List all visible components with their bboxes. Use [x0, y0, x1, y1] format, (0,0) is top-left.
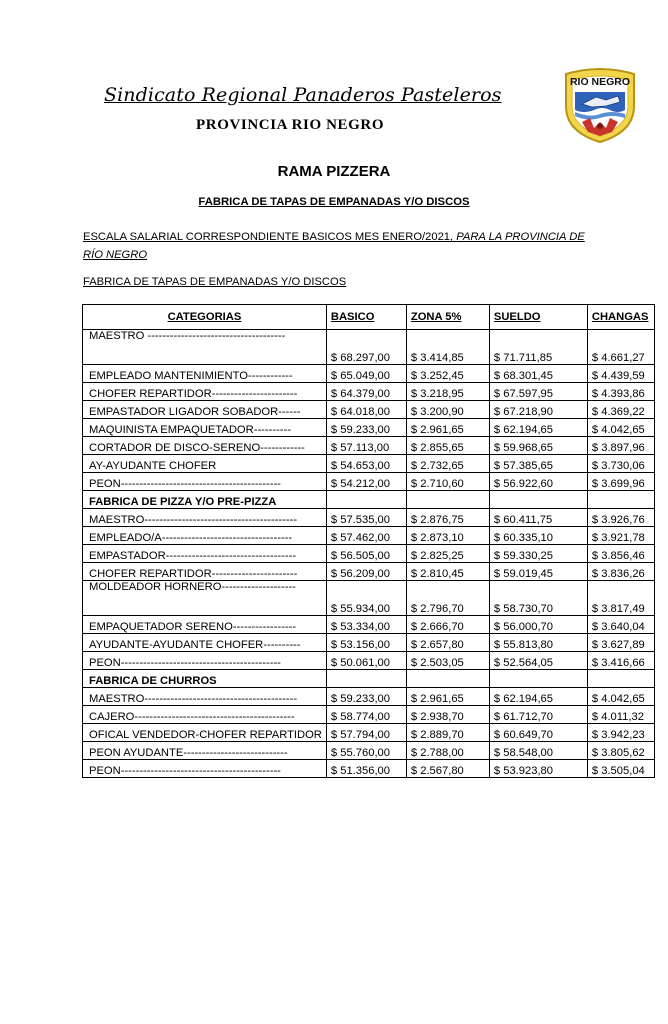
table-row — [83, 473, 655, 491]
svg-text:RIO NEGRO: RIO NEGRO — [569, 76, 631, 88]
cell-categoria: EMPASTADOR LIGADOR SOBADOR------ — [83, 401, 327, 419]
cell-zona: $ 2.961,65 — [406, 419, 489, 437]
cell-sueldo: $ 56.922,60 — [489, 473, 587, 491]
table-row — [83, 563, 655, 581]
cell-sueldo: $ 52.564,05 — [489, 652, 587, 670]
cell-categoria: MAESTRO----------------------------------------- — [83, 688, 327, 706]
cell-basico: $ 51.356,00 — [326, 760, 406, 778]
cell-basico: $ 53.334,00 — [326, 616, 406, 634]
cell-zona — [406, 491, 489, 509]
cell-zona: $ 2.666,70 — [406, 616, 489, 634]
cell-basico: $ 55.760,00 — [326, 742, 406, 760]
table-row — [83, 688, 655, 706]
table-row — [83, 419, 655, 437]
cell-changas: $ 3.836,26 — [587, 563, 654, 581]
cell-changas: $ 4.661,27 — [587, 330, 654, 365]
cell-categoria: PEON------------------------------------------- — [83, 760, 327, 778]
cell-categoria: CHOFER REPARTIDOR----------------------- — [83, 383, 327, 401]
table-row — [83, 545, 655, 563]
cell-zona: $ 2.732,65 — [406, 455, 489, 473]
salary-table — [82, 304, 655, 778]
cell-changas: $ 3.942,23 — [587, 724, 654, 742]
group-header-row — [83, 670, 655, 688]
cell-basico: $ 56.209,00 — [326, 563, 406, 581]
cell-changas: $ 3.640,04 — [587, 616, 654, 634]
cell-categoria: EMPASTADOR----------------------------------- — [83, 545, 327, 563]
table-row — [83, 509, 655, 527]
document-subtitle: FABRICA DE TAPAS DE EMPANADAS Y/O DISCOS — [198, 196, 470, 208]
cell-basico: $ 53.156,00 — [326, 634, 406, 652]
cell-zona: $ 2.938,70 — [406, 706, 489, 724]
cell-sueldo: $ 62.194,65 — [489, 419, 587, 437]
header-categorias: CATEGORIAS — [83, 305, 327, 330]
cell-basico: $ 57.462,00 — [326, 527, 406, 545]
cell-changas — [587, 491, 654, 509]
cell-zona: $ 2.825,25 — [406, 545, 489, 563]
cell-categoria: FABRICA DE CHURROS — [83, 670, 327, 688]
cell-zona: $ 2.855,65 — [406, 437, 489, 455]
cell-categoria: AYUDANTE-AYUDANTE CHOFER---------- — [83, 634, 327, 652]
section-heading: FABRICA DE TAPAS DE EMPANADAS Y/O DISCOS — [83, 276, 347, 288]
cell-changas: $ 4.369,22 — [587, 401, 654, 419]
cell-zona — [406, 670, 489, 688]
table-row — [83, 527, 655, 545]
cell-categoria: CORTADOR DE DISCO-SERENO------------ — [83, 437, 327, 455]
cell-changas — [587, 670, 654, 688]
group-header-row — [83, 491, 655, 509]
cell-basico: $ 59.233,00 — [326, 688, 406, 706]
cell-changas: $ 4.011,32 — [587, 706, 654, 724]
cell-changas: $ 3.921,78 — [587, 527, 654, 545]
scale-text: ESCALA SALARIAL CORRESPONDIENTE BASICOS MES ENERO/2021, — [83, 231, 457, 243]
cell-zona: $ 2.810,45 — [406, 563, 489, 581]
table-row — [83, 706, 655, 724]
cell-categoria: CAJERO------------------------------------------- — [83, 706, 327, 724]
cell-zona: $ 2.889,70 — [406, 724, 489, 742]
cell-zona: $ 3.200,90 — [406, 401, 489, 419]
cell-changas: $ 3.699,96 — [587, 473, 654, 491]
header-basico: BASICO — [326, 305, 406, 330]
table-row — [83, 724, 655, 742]
cell-basico: $ 64.379,00 — [326, 383, 406, 401]
cell-basico: $ 58.774,00 — [326, 706, 406, 724]
cell-sueldo: $ 58.548,00 — [489, 742, 587, 760]
cell-changas: $ 3.505,04 — [587, 760, 654, 778]
scale-text-province: PARA LA PROVINCIA DE RÍO NEGRO — [83, 231, 585, 261]
cell-basico: $ 54.212,00 — [326, 473, 406, 491]
table-row — [83, 401, 655, 419]
cell-categoria: MOLDEADOR HORNERO-------------------- — [83, 581, 327, 616]
cell-categoria: AY-AYUDANTE CHOFER — [83, 455, 327, 473]
table-row — [83, 742, 655, 760]
cell-basico: $ 59.233,00 — [326, 419, 406, 437]
cell-sueldo: $ 67.597,95 — [489, 383, 587, 401]
cell-changas: $ 3.926,76 — [587, 509, 654, 527]
cell-basico: $ 56.505,00 — [326, 545, 406, 563]
table-row — [83, 330, 655, 365]
cell-sueldo: $ 71.711,85 — [489, 330, 587, 365]
cell-basico: $ 64.018,00 — [326, 401, 406, 419]
cell-basico: $ 55.934,00 — [326, 581, 406, 616]
cell-sueldo: $ 57.385,65 — [489, 455, 587, 473]
rio-negro-logo — [560, 66, 640, 144]
cell-categoria: EMPAQUETADOR SERENO----------------- — [83, 616, 327, 634]
cell-sueldo: $ 55.813,80 — [489, 634, 587, 652]
cell-sueldo: $ 68.301,45 — [489, 365, 587, 383]
cell-sueldo: $ 58.730,70 — [489, 581, 587, 616]
cell-changas: $ 3.897,96 — [587, 437, 654, 455]
cell-zona: $ 3.252,45 — [406, 365, 489, 383]
cell-zona: $ 3.414,85 — [406, 330, 489, 365]
cell-basico — [326, 670, 406, 688]
cell-sueldo: $ 60.411,75 — [489, 509, 587, 527]
cell-zona: $ 2.788,00 — [406, 742, 489, 760]
table-row — [83, 652, 655, 670]
cell-changas: $ 3.627,89 — [587, 634, 654, 652]
cell-categoria: EMPLEADO/A----------------------------------- — [83, 527, 327, 545]
table-row — [83, 760, 655, 778]
table-row — [83, 365, 655, 383]
cell-zona: $ 2.503,05 — [406, 652, 489, 670]
cell-basico: $ 57.535,00 — [326, 509, 406, 527]
cell-zona: $ 2.873,10 — [406, 527, 489, 545]
cell-sueldo: $ 67.218,90 — [489, 401, 587, 419]
header-sueldo: SUELDO — [489, 305, 587, 330]
cell-categoria: OFICAL VENDEDOR-CHOFER REPARTIDOR — [83, 724, 327, 742]
cell-sueldo — [489, 491, 587, 509]
cell-zona: $ 2.961,65 — [406, 688, 489, 706]
cell-sueldo: $ 59.019,45 — [489, 563, 587, 581]
table-row — [83, 581, 655, 616]
table-row — [83, 437, 655, 455]
cell-sueldo: $ 59.330,25 — [489, 545, 587, 563]
cell-categoria: FABRICA DE PIZZA Y/O PRE-PIZZA — [83, 491, 327, 509]
cell-changas: $ 4.439,59 — [587, 365, 654, 383]
cell-changas: $ 3.856,46 — [587, 545, 654, 563]
cell-basico: $ 57.113,00 — [326, 437, 406, 455]
table-row — [83, 455, 655, 473]
cell-sueldo: $ 61.712,70 — [489, 706, 587, 724]
cell-categoria: MAQUINISTA EMPAQUETADOR---------- — [83, 419, 327, 437]
cell-categoria: PEON------------------------------------------- — [83, 652, 327, 670]
cell-changas: $ 4.393,86 — [587, 383, 654, 401]
cell-sueldo: $ 56.000,70 — [489, 616, 587, 634]
header-zona: ZONA 5% — [406, 305, 489, 330]
cell-zona: $ 2.657,80 — [406, 634, 489, 652]
table-row — [83, 634, 655, 652]
cell-basico: $ 68.297,00 — [326, 330, 406, 365]
cell-zona: $ 2.796,70 — [406, 581, 489, 616]
cell-categoria: PEON------------------------------------------- — [83, 473, 327, 491]
cell-basico — [326, 491, 406, 509]
cell-sueldo: $ 53.923,80 — [489, 760, 587, 778]
rama-title: RAMA PIZZERA — [277, 163, 391, 180]
cell-sueldo: $ 59.968,65 — [489, 437, 587, 455]
table-body — [83, 330, 655, 778]
cell-zona: $ 3.218,95 — [406, 383, 489, 401]
cell-categoria: MAESTRO----------------------------------------- — [83, 509, 327, 527]
table-row — [83, 383, 655, 401]
header-changas: CHANGAS — [587, 305, 654, 330]
table-header-row — [83, 305, 655, 330]
cell-changas: $ 4.042,65 — [587, 688, 654, 706]
cell-basico: $ 54.653,00 — [326, 455, 406, 473]
cell-basico: $ 57.794,00 — [326, 724, 406, 742]
salary-scale-description — [83, 228, 603, 264]
cell-sueldo — [489, 670, 587, 688]
cell-sueldo: $ 60.649,70 — [489, 724, 587, 742]
cell-basico: $ 50.061,00 — [326, 652, 406, 670]
cell-zona: $ 2.710,60 — [406, 473, 489, 491]
cell-categoria: PEON AYUDANTE---------------------------- — [83, 742, 327, 760]
cell-changas: $ 4.042,65 — [587, 419, 654, 437]
cell-categoria: EMPLEADO MANTENIMIENTO------------ — [83, 365, 327, 383]
cell-sueldo: $ 62.194,65 — [489, 688, 587, 706]
cell-basico: $ 65.049,00 — [326, 365, 406, 383]
cell-changas: $ 3.805,62 — [587, 742, 654, 760]
cell-changas: $ 3.730,06 — [587, 455, 654, 473]
province-subtitle: PROVINCIA RIO NEGRO — [196, 117, 385, 133]
org-title: Sindicato Regional Panaderos Pasteleros — [104, 84, 502, 106]
cell-changas: $ 3.817,49 — [587, 581, 654, 616]
cell-categoria: MAESTRO ------------------------------------- — [83, 330, 327, 365]
cell-changas: $ 3.416,66 — [587, 652, 654, 670]
cell-zona: $ 2.567,80 — [406, 760, 489, 778]
cell-categoria: CHOFER REPARTIDOR----------------------- — [83, 563, 327, 581]
table-row — [83, 616, 655, 634]
cell-zona: $ 2.876,75 — [406, 509, 489, 527]
cell-sueldo: $ 60.335,10 — [489, 527, 587, 545]
